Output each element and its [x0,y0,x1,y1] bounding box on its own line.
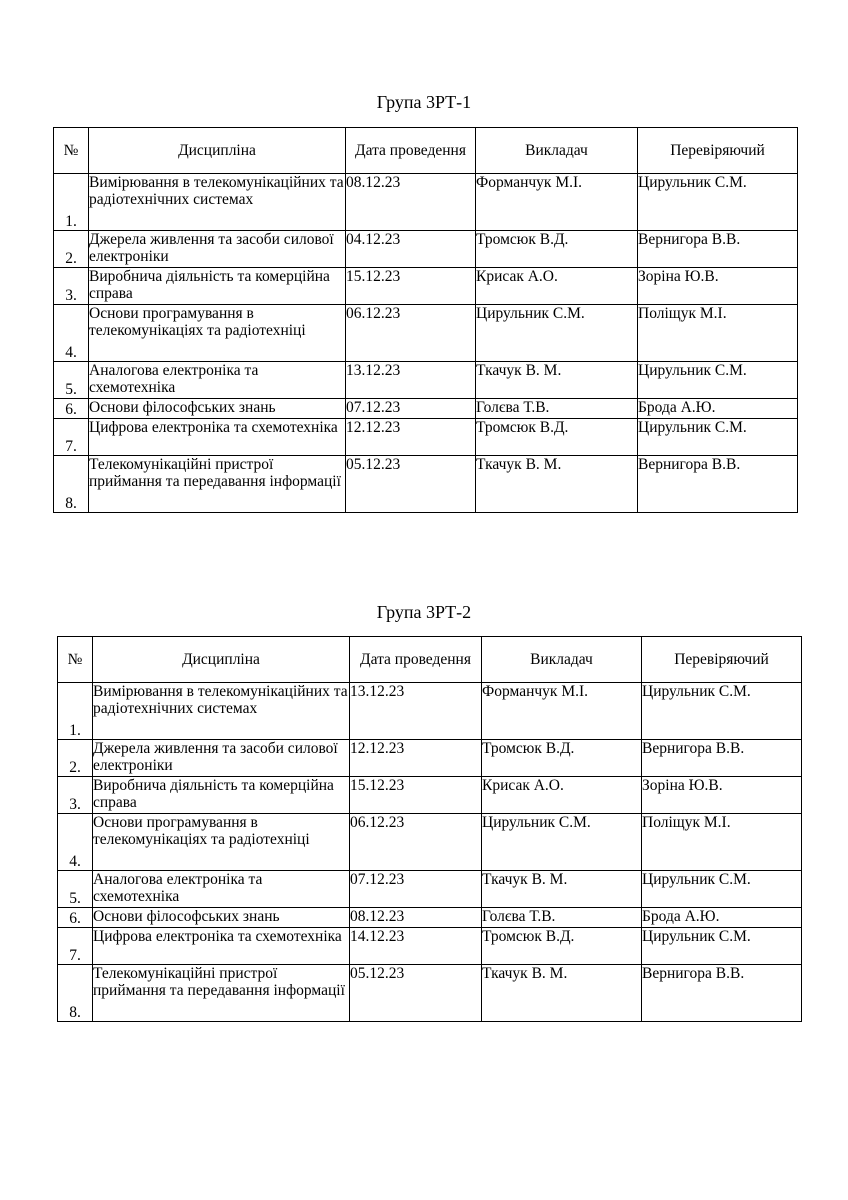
table-row [58,777,802,814]
table-row [58,908,802,928]
discipline-cell: Основи програмування в телекомунікаціях та радіотехніці [93,814,350,871]
teacher-cell: Ткачук В. М. [476,456,638,513]
date-cell: 07.12.23 [346,399,476,419]
column-header-discipline: Дисципліна [93,637,350,683]
table-header-row [54,128,798,174]
discipline-cell: Вимірювання в телекомунікаційних та радіотехнічних системах [93,683,350,740]
teacher-cell: Цирульник С.М. [482,814,642,871]
teacher-cell: Форманчук М.І. [476,174,638,231]
row-number: 1. [58,683,93,740]
discipline-cell: Джерела живлення та засоби силової електроніки [93,740,350,777]
column-header-checker: Перевіряючий [642,637,802,683]
checker-cell: Цирульник С.М. [642,683,802,740]
table-row [54,419,798,456]
checker-cell: Вернигора В.В. [642,965,802,1022]
column-header-number: № [54,128,89,174]
row-number: 5. [58,871,93,908]
date-cell: 15.12.23 [346,268,476,305]
row-number: 3. [58,777,93,814]
date-cell: 13.12.23 [346,362,476,399]
checker-cell: Цирульник С.М. [642,928,802,965]
table-row [54,305,798,362]
table-row [54,399,798,419]
discipline-cell: Основи програмування в телекомунікаціях та радіотехніці [89,305,346,362]
row-number: 8. [58,965,93,1022]
teacher-cell: Цирульник С.М. [476,305,638,362]
table-row [58,871,802,908]
table-row [58,683,802,740]
column-header-checker: Перевіряючий [638,128,798,174]
checker-cell: Цирульник С.М. [638,419,798,456]
column-header-discipline: Дисципліна [89,128,346,174]
date-cell: 08.12.23 [350,908,482,928]
discipline-cell: Вимірювання в телекомунікаційних та радіотехнічних системах [89,174,346,231]
date-cell: 13.12.23 [350,683,482,740]
table-row [54,174,798,231]
table-row [58,965,802,1022]
teacher-cell: Тромсюк В.Д. [482,928,642,965]
date-cell: 15.12.23 [350,777,482,814]
discipline-cell: Цифрова електроніка та схемотехніка [93,928,350,965]
checker-cell: Зоріна Ю.В. [642,777,802,814]
date-cell: 12.12.23 [350,740,482,777]
teacher-cell: Форманчук М.І. [482,683,642,740]
row-number: 2. [54,231,89,268]
date-cell: 05.12.23 [346,456,476,513]
table-row [58,814,802,871]
discipline-cell: Виробнича діяльність та комерційна справа [93,777,350,814]
row-number: 1. [54,174,89,231]
row-number: 8. [54,456,89,513]
table-row [58,740,802,777]
checker-cell: Вернигора В.В. [638,231,798,268]
checker-cell: Поліщук М.І. [642,814,802,871]
discipline-cell: Аналогова електроніка та схемотехніка [93,871,350,908]
column-header-teacher: Викладач [476,128,638,174]
date-cell: 05.12.23 [350,965,482,1022]
row-number: 4. [58,814,93,871]
checker-cell: Поліщук М.І. [638,305,798,362]
column-header-number: № [58,637,93,683]
checker-cell: Зоріна Ю.В. [638,268,798,305]
checker-cell: Брода А.Ю. [642,908,802,928]
checker-cell: Брода А.Ю. [638,399,798,419]
discipline-cell: Телекомунікаційні пристрої приймання та передавання інформації [89,456,346,513]
group-title: Група 3РТ-1 [376,92,472,112]
date-cell: 04.12.23 [346,231,476,268]
teacher-cell: Крисак А.О. [482,777,642,814]
row-number: 7. [54,419,89,456]
discipline-cell: Виробнича діяльність та комерційна справа [89,268,346,305]
teacher-cell: Ткачук В. М. [476,362,638,399]
teacher-cell: Голєва Т.В. [476,399,638,419]
discipline-cell: Джерела живлення та засоби силової електроніки [89,231,346,268]
column-header-date: Дата проведення [346,128,476,174]
row-number: 4. [54,305,89,362]
discipline-cell: Цифрова електроніка та схемотехніка [89,419,346,456]
schedule-table [57,636,802,1022]
row-number: 3. [54,268,89,305]
column-header-date: Дата проведення [350,637,482,683]
row-number: 5. [54,362,89,399]
teacher-cell: Ткачук В. М. [482,965,642,1022]
table-row [54,362,798,399]
teacher-cell: Тромсюк В.Д. [482,740,642,777]
table-row [54,456,798,513]
date-cell: 14.12.23 [350,928,482,965]
checker-cell: Цирульник С.М. [638,174,798,231]
date-cell: 06.12.23 [346,305,476,362]
row-number: 6. [58,908,93,928]
teacher-cell: Тромсюк В.Д. [476,419,638,456]
checker-cell: Цирульник С.М. [642,871,802,908]
discipline-cell: Телекомунікаційні пристрої приймання та передавання інформації [93,965,350,1022]
column-header-teacher: Викладач [482,637,642,683]
discipline-cell: Основи філософських знань [93,908,350,928]
checker-cell: Вернигора В.В. [638,456,798,513]
group-title: Група 3РТ-2 [376,602,472,622]
table-row [54,231,798,268]
date-cell: 12.12.23 [346,419,476,456]
date-cell: 06.12.23 [350,814,482,871]
row-number: 7. [58,928,93,965]
table-header-row [58,637,802,683]
table-row [58,928,802,965]
row-number: 2. [58,740,93,777]
checker-cell: Цирульник С.М. [638,362,798,399]
date-cell: 07.12.23 [350,871,482,908]
teacher-cell: Крисак А.О. [476,268,638,305]
teacher-cell: Голєва Т.В. [482,908,642,928]
date-cell: 08.12.23 [346,174,476,231]
discipline-cell: Аналогова електроніка та схемотехніка [89,362,346,399]
table-row [54,268,798,305]
teacher-cell: Ткачук В. М. [482,871,642,908]
schedule-table [53,127,798,513]
teacher-cell: Тромсюк В.Д. [476,231,638,268]
discipline-cell: Основи філософських знань [89,399,346,419]
row-number: 6. [54,399,89,419]
checker-cell: Вернигора В.В. [642,740,802,777]
